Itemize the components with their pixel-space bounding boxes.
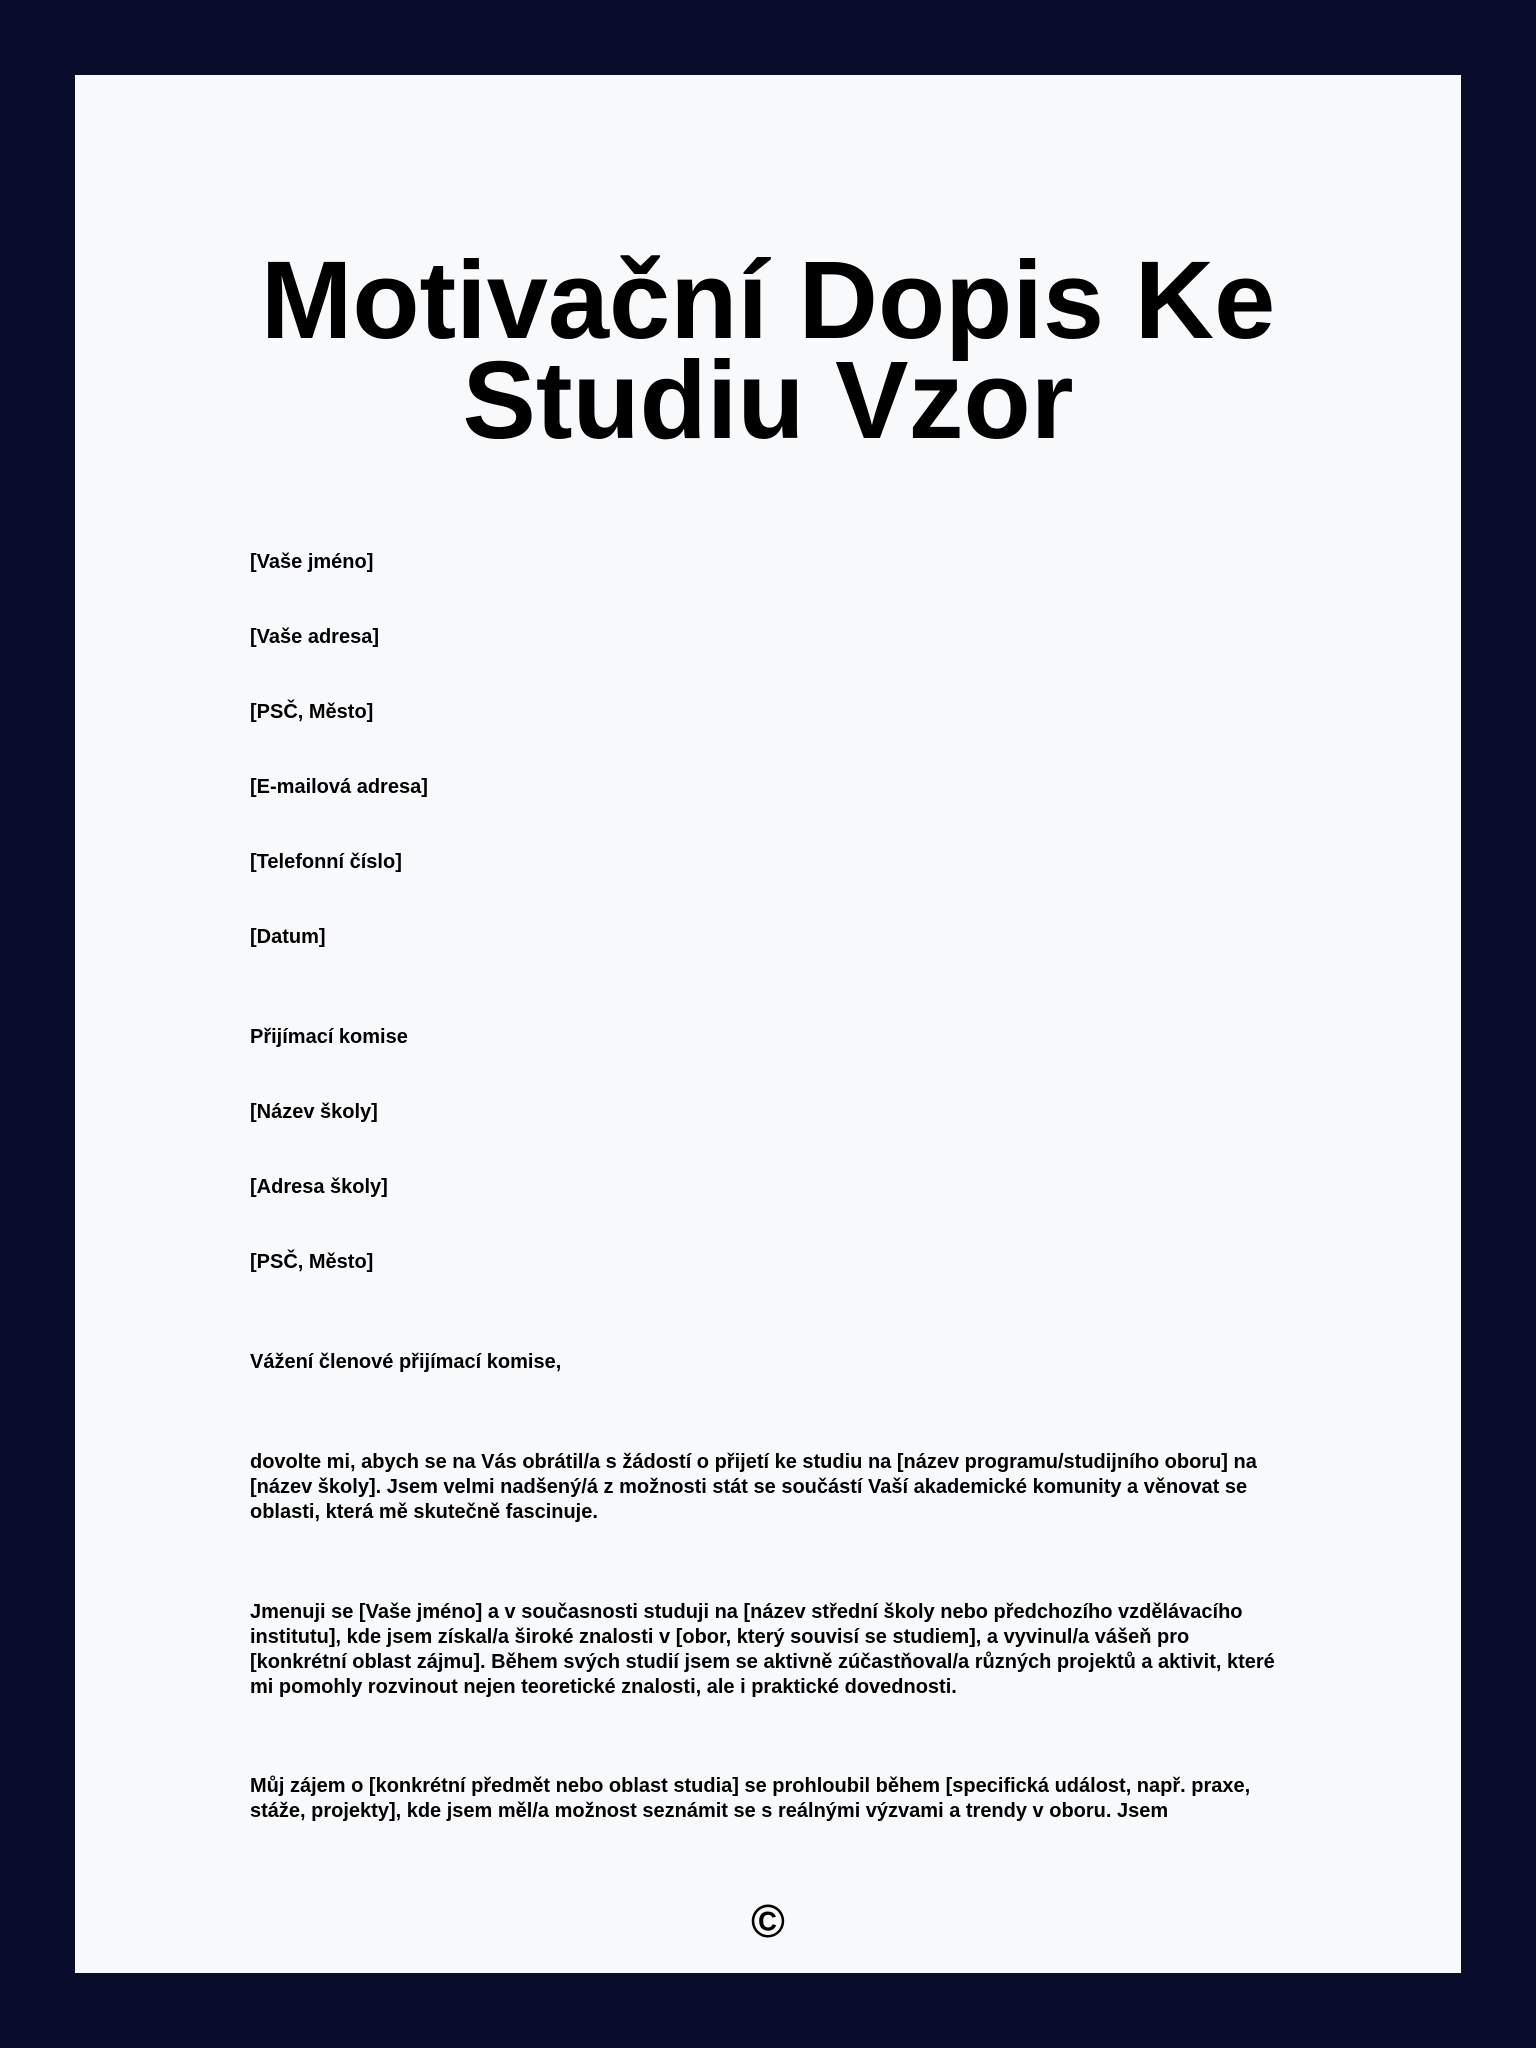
recipient-committee: Přijímací komise	[250, 1026, 408, 1048]
sender-name: [Vaše jméno]	[250, 551, 374, 573]
document-page	[75, 75, 1461, 1973]
sender-postal-city: [PSČ, Město]	[250, 701, 374, 723]
salutation: Vážení členové přijímací komise,	[250, 1351, 562, 1373]
document-title: Motivační Dopis Ke Studiu Vzor	[260, 239, 1276, 462]
paragraph-1: dovolte mi, abych se na Vás obrátil/a s žádostí o přijetí ke studiu na [název programu/studijního oboru] na [název školy]. Jsem velmi nadšený/á z možnosti stát se součástí Vaší akademické komunity a věnovat se oblasti, která mě skutečně fascinuje.	[250, 1451, 1257, 1523]
sender-email: [E-mailová adresa]	[250, 776, 428, 798]
recipient-postal-city: [PSČ, Město]	[250, 1251, 374, 1273]
recipient-school-address: [Adresa školy]	[250, 1176, 388, 1198]
recipient-school-name: [Název školy]	[250, 1101, 378, 1123]
copyright-icon: ©	[751, 1895, 785, 1947]
sender-phone: [Telefonní číslo]	[250, 851, 402, 873]
letter-date: [Datum]	[250, 926, 326, 948]
sender-address: [Vaše adresa]	[250, 626, 379, 648]
paragraph-2: Jmenuji se [Vaše jméno] a v současnosti studuji na [název střední školy nebo předchozího vzdělávacího institutu], kde jsem získal/a široké znalosti v [obor, který souvisí se studiem], a vyvinul/a vášeň pro [konkrétní oblast zájmu]. Během svých studií jsem se aktivně zúčastňoval/a různých projektů a aktivit, které mi pomohly rozvinout nejen teoretické znalosti, ale i praktické dovednosti.	[250, 1601, 1275, 1698]
paragraph-3: Můj zájem o [konkrétní předmět nebo oblast studia] se prohloubil během [specifická událost, např. praxe, stáže, projekty], kde jsem měl/a možnost seznámit se s reálnými výzvami a trendy v oboru. Jsem	[250, 1775, 1251, 1822]
